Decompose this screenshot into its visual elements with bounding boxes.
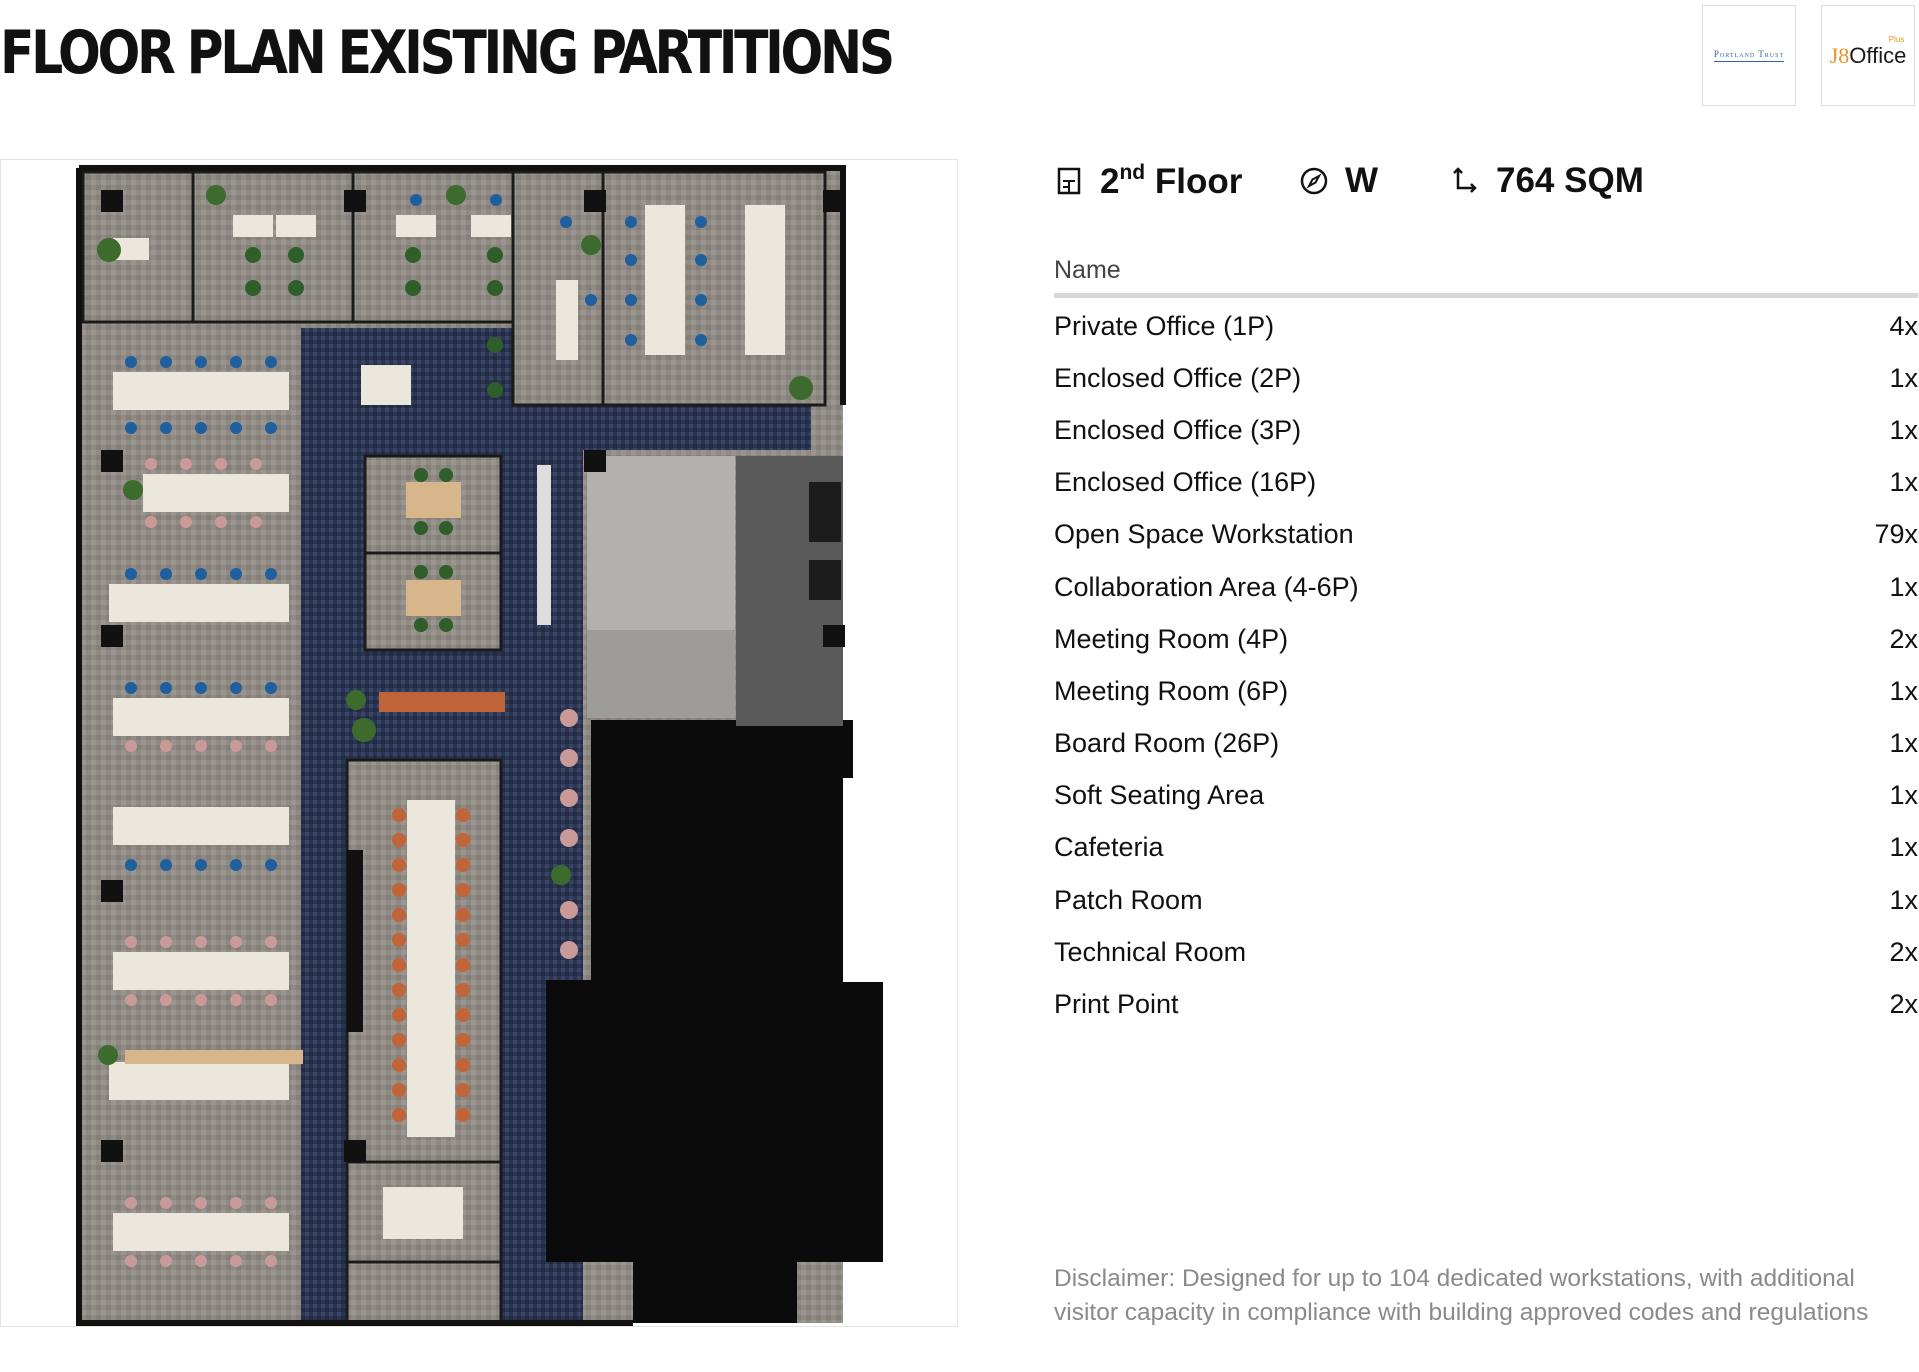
room-name: Soft Seating Area [1054, 780, 1265, 811]
j8-logo-office: Office [1849, 42, 1907, 68]
collaboration-table [361, 365, 411, 405]
cafeteria-counter [379, 692, 505, 712]
room-count: 2x [1889, 936, 1918, 967]
room-row [1054, 352, 1918, 404]
floor-stat [1054, 153, 1242, 209]
area-arrow-icon [1450, 166, 1480, 196]
floor-plan-icon [1054, 166, 1084, 196]
room-row [1054, 874, 1918, 926]
room-count: 1x [1889, 884, 1918, 915]
area-value: 764 SQM [1496, 161, 1644, 200]
disclaimer-text: Disclaimer: Designed for up to 104 dedicated workstations, with additional visitor capacity in compliance with building approved codes and regulations [1054, 1265, 1869, 1326]
room-name: Enclosed Office (3P) [1054, 414, 1302, 445]
floor-plan-drawing [1, 160, 959, 1328]
enclosed-office-3p [353, 172, 513, 322]
floor-suffix: nd [1119, 160, 1146, 184]
j8-office-logo [1821, 5, 1915, 106]
enclosed-office-16p [603, 172, 825, 405]
room-name: Technical Room [1054, 936, 1247, 967]
room-count: 1x [1889, 728, 1918, 759]
table-header-name: Name [1054, 256, 1918, 298]
floor-number: 2 [1100, 161, 1120, 201]
soft-seating-area [537, 465, 551, 625]
room-name: Enclosed Office (2P) [1054, 362, 1302, 393]
orientation-stat [1299, 153, 1378, 209]
room-row [1054, 978, 1918, 1030]
floor-plan-image [0, 159, 958, 1327]
room-count: 1x [1889, 832, 1918, 863]
room-count: 2x [1889, 623, 1918, 654]
tech-equipment [809, 482, 841, 542]
room-list [1054, 300, 1918, 1031]
room-row [1054, 613, 1918, 665]
room-row [1054, 770, 1918, 822]
room-count: 79x [1874, 519, 1918, 550]
portland-trust-logo [1702, 5, 1796, 106]
room-count: 1x [1889, 675, 1918, 706]
room-row [1054, 561, 1918, 613]
room-count: 1x [1889, 780, 1918, 811]
room-name: Enclosed Office (16P) [1054, 467, 1317, 498]
room-row [1054, 926, 1918, 978]
room-name: Print Point [1054, 989, 1179, 1020]
tech-equipment [809, 560, 841, 600]
j8-logo-plus: Plus [1888, 34, 1905, 44]
room-name: Board Room (26P) [1054, 728, 1280, 759]
room-name: Private Office (1P) [1054, 310, 1275, 341]
room-count: 2x [1889, 989, 1918, 1020]
room-name: Open Space Workstation [1054, 519, 1354, 550]
room-name: Collaboration Area (4-6P) [1054, 571, 1359, 602]
orientation-value: W [1345, 161, 1379, 200]
room-count: 1x [1889, 467, 1918, 498]
non-leasable-void [546, 720, 883, 1323]
j8-logo-prefix: J8 [1829, 42, 1850, 68]
j8-office-logo-mark [1829, 34, 1907, 69]
area-stat [1450, 153, 1644, 209]
room-count: 1x [1889, 414, 1918, 445]
corridor-carpet-cross [301, 405, 811, 450]
compass-icon [1299, 166, 1329, 196]
page-title: FLOOR PLAN EXISTING PARTITIONS [0, 18, 892, 88]
room-name: Meeting Room (6P) [1054, 675, 1289, 706]
bench [125, 1050, 303, 1064]
room-row [1054, 300, 1918, 352]
room-count: 1x [1889, 362, 1918, 393]
room-count: 4x [1889, 310, 1918, 341]
room-row [1054, 665, 1918, 717]
room-name: Meeting Room (4P) [1054, 623, 1289, 654]
room-name: Cafeteria [1054, 832, 1164, 863]
patch-room [587, 456, 735, 631]
floor-word: Floor [1154, 161, 1243, 201]
room-row [1054, 718, 1918, 770]
room-row [1054, 457, 1918, 509]
room-count: 1x [1889, 571, 1918, 602]
portland-trust-logo-text: Portland Trust [1714, 49, 1784, 62]
print-point [587, 630, 735, 718]
room-row [1054, 822, 1918, 874]
room-row [1054, 509, 1918, 561]
room-name: Patch Room [1054, 884, 1203, 915]
room-row [1054, 404, 1918, 456]
